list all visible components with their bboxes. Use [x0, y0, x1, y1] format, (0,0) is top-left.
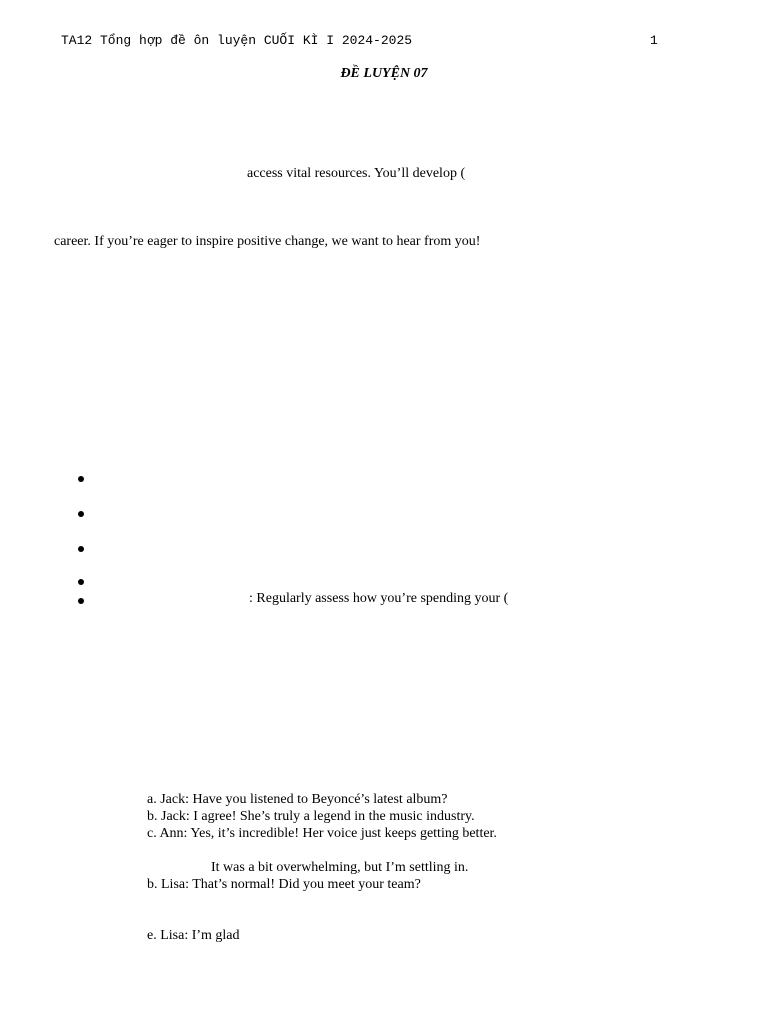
dialogue-line: It was a bit overwhelming, but I’m settling in.: [211, 860, 469, 875]
page-number: 1: [650, 33, 658, 48]
passage-line: access vital resources. You’ll develop (: [247, 166, 466, 181]
bullet-marker: [78, 598, 84, 604]
dialogue-line: c. Ann: Yes, it’s incredible! Her voice just keeps getting better.: [147, 826, 497, 841]
dialogue-line: b. Jack: I agree! She’s truly a legend in the music industry.: [147, 809, 475, 824]
bullet-marker: [78, 546, 84, 552]
bullet-marker: [78, 476, 84, 482]
passage-line: career. If you’re eager to inspire positive change, we want to hear from you!: [54, 234, 481, 249]
page-header-title: TA12 Tổng hợp đề ôn luyện CUỐI KÌ I 2024-2025: [61, 33, 413, 48]
document-title: ĐỀ LUYỆN 07: [340, 66, 428, 81]
dialogue-line: b. Lisa: That’s normal! Did you meet your team?: [147, 877, 421, 892]
dialogue-line: e. Lisa: I’m glad: [147, 928, 240, 943]
dialogue-line: a. Jack: Have you listened to Beyoncé’s latest album?: [147, 792, 448, 807]
bullet-item-text: : Regularly assess how you’re spending your (: [249, 591, 509, 606]
bullet-marker: [78, 511, 84, 517]
bullet-marker: [78, 579, 84, 585]
